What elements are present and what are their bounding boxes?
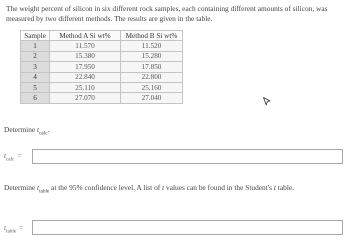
- method-b-value: 11.520: [121, 41, 183, 51]
- method-b-value: 15.280: [121, 51, 183, 61]
- t-calc-label: $t_{calc}$ =: [4, 152, 22, 163]
- table-row: [21, 62, 183, 72]
- sample-number: 5: [21, 82, 50, 92]
- method-a-value: 11.570: [50, 41, 121, 51]
- method-a-value: 27.070: [50, 93, 121, 103]
- sample-number: 1: [21, 41, 50, 51]
- method-b-value: 27.040: [121, 93, 183, 103]
- sample-number: 6: [21, 93, 50, 103]
- table-header-row: [21, 31, 183, 41]
- method-a-value: 22.840: [50, 72, 121, 82]
- sample-number: 3: [21, 62, 50, 72]
- silicon-data-table: [20, 30, 183, 104]
- t-table-answer-input[interactable]: [32, 220, 343, 235]
- method-a-value: 25.110: [50, 82, 121, 92]
- table-row: [21, 41, 183, 51]
- t-table-label: $t_{table}$ =: [4, 224, 24, 235]
- method-a-value: 15.380: [50, 51, 121, 61]
- table-row: [21, 72, 183, 82]
- table-row: [21, 82, 183, 92]
- question-t-table: Determine $t_{table}$ at the 95% confidence level. A list of t values can be found in the Student's t table.: [4, 183, 294, 195]
- header-method-a: Method A Si wt%: [50, 31, 121, 41]
- t-calc-answer-input[interactable]: [32, 149, 343, 164]
- mouse-pointer-icon: [263, 97, 271, 106]
- method-a-value: 17.950: [50, 62, 121, 72]
- sample-number: 4: [21, 72, 50, 82]
- table-row: [21, 51, 183, 61]
- header-sample: Sample: [21, 31, 50, 41]
- method-b-value: 22.800: [121, 72, 183, 82]
- header-method-b: Method B Si wt%: [121, 31, 183, 41]
- method-b-value: 25.160: [121, 82, 183, 92]
- table-row: [21, 93, 183, 103]
- sample-number: 2: [21, 51, 50, 61]
- method-b-value: 17.850: [121, 62, 183, 72]
- problem-intro: The weight percent of silicon in six different rock samples, each containing different amounts of silicon, was measured by two different methods. The results are given in the table.: [6, 4, 328, 23]
- question-t-calc: Determine $t_{calc}$.: [4, 125, 50, 137]
